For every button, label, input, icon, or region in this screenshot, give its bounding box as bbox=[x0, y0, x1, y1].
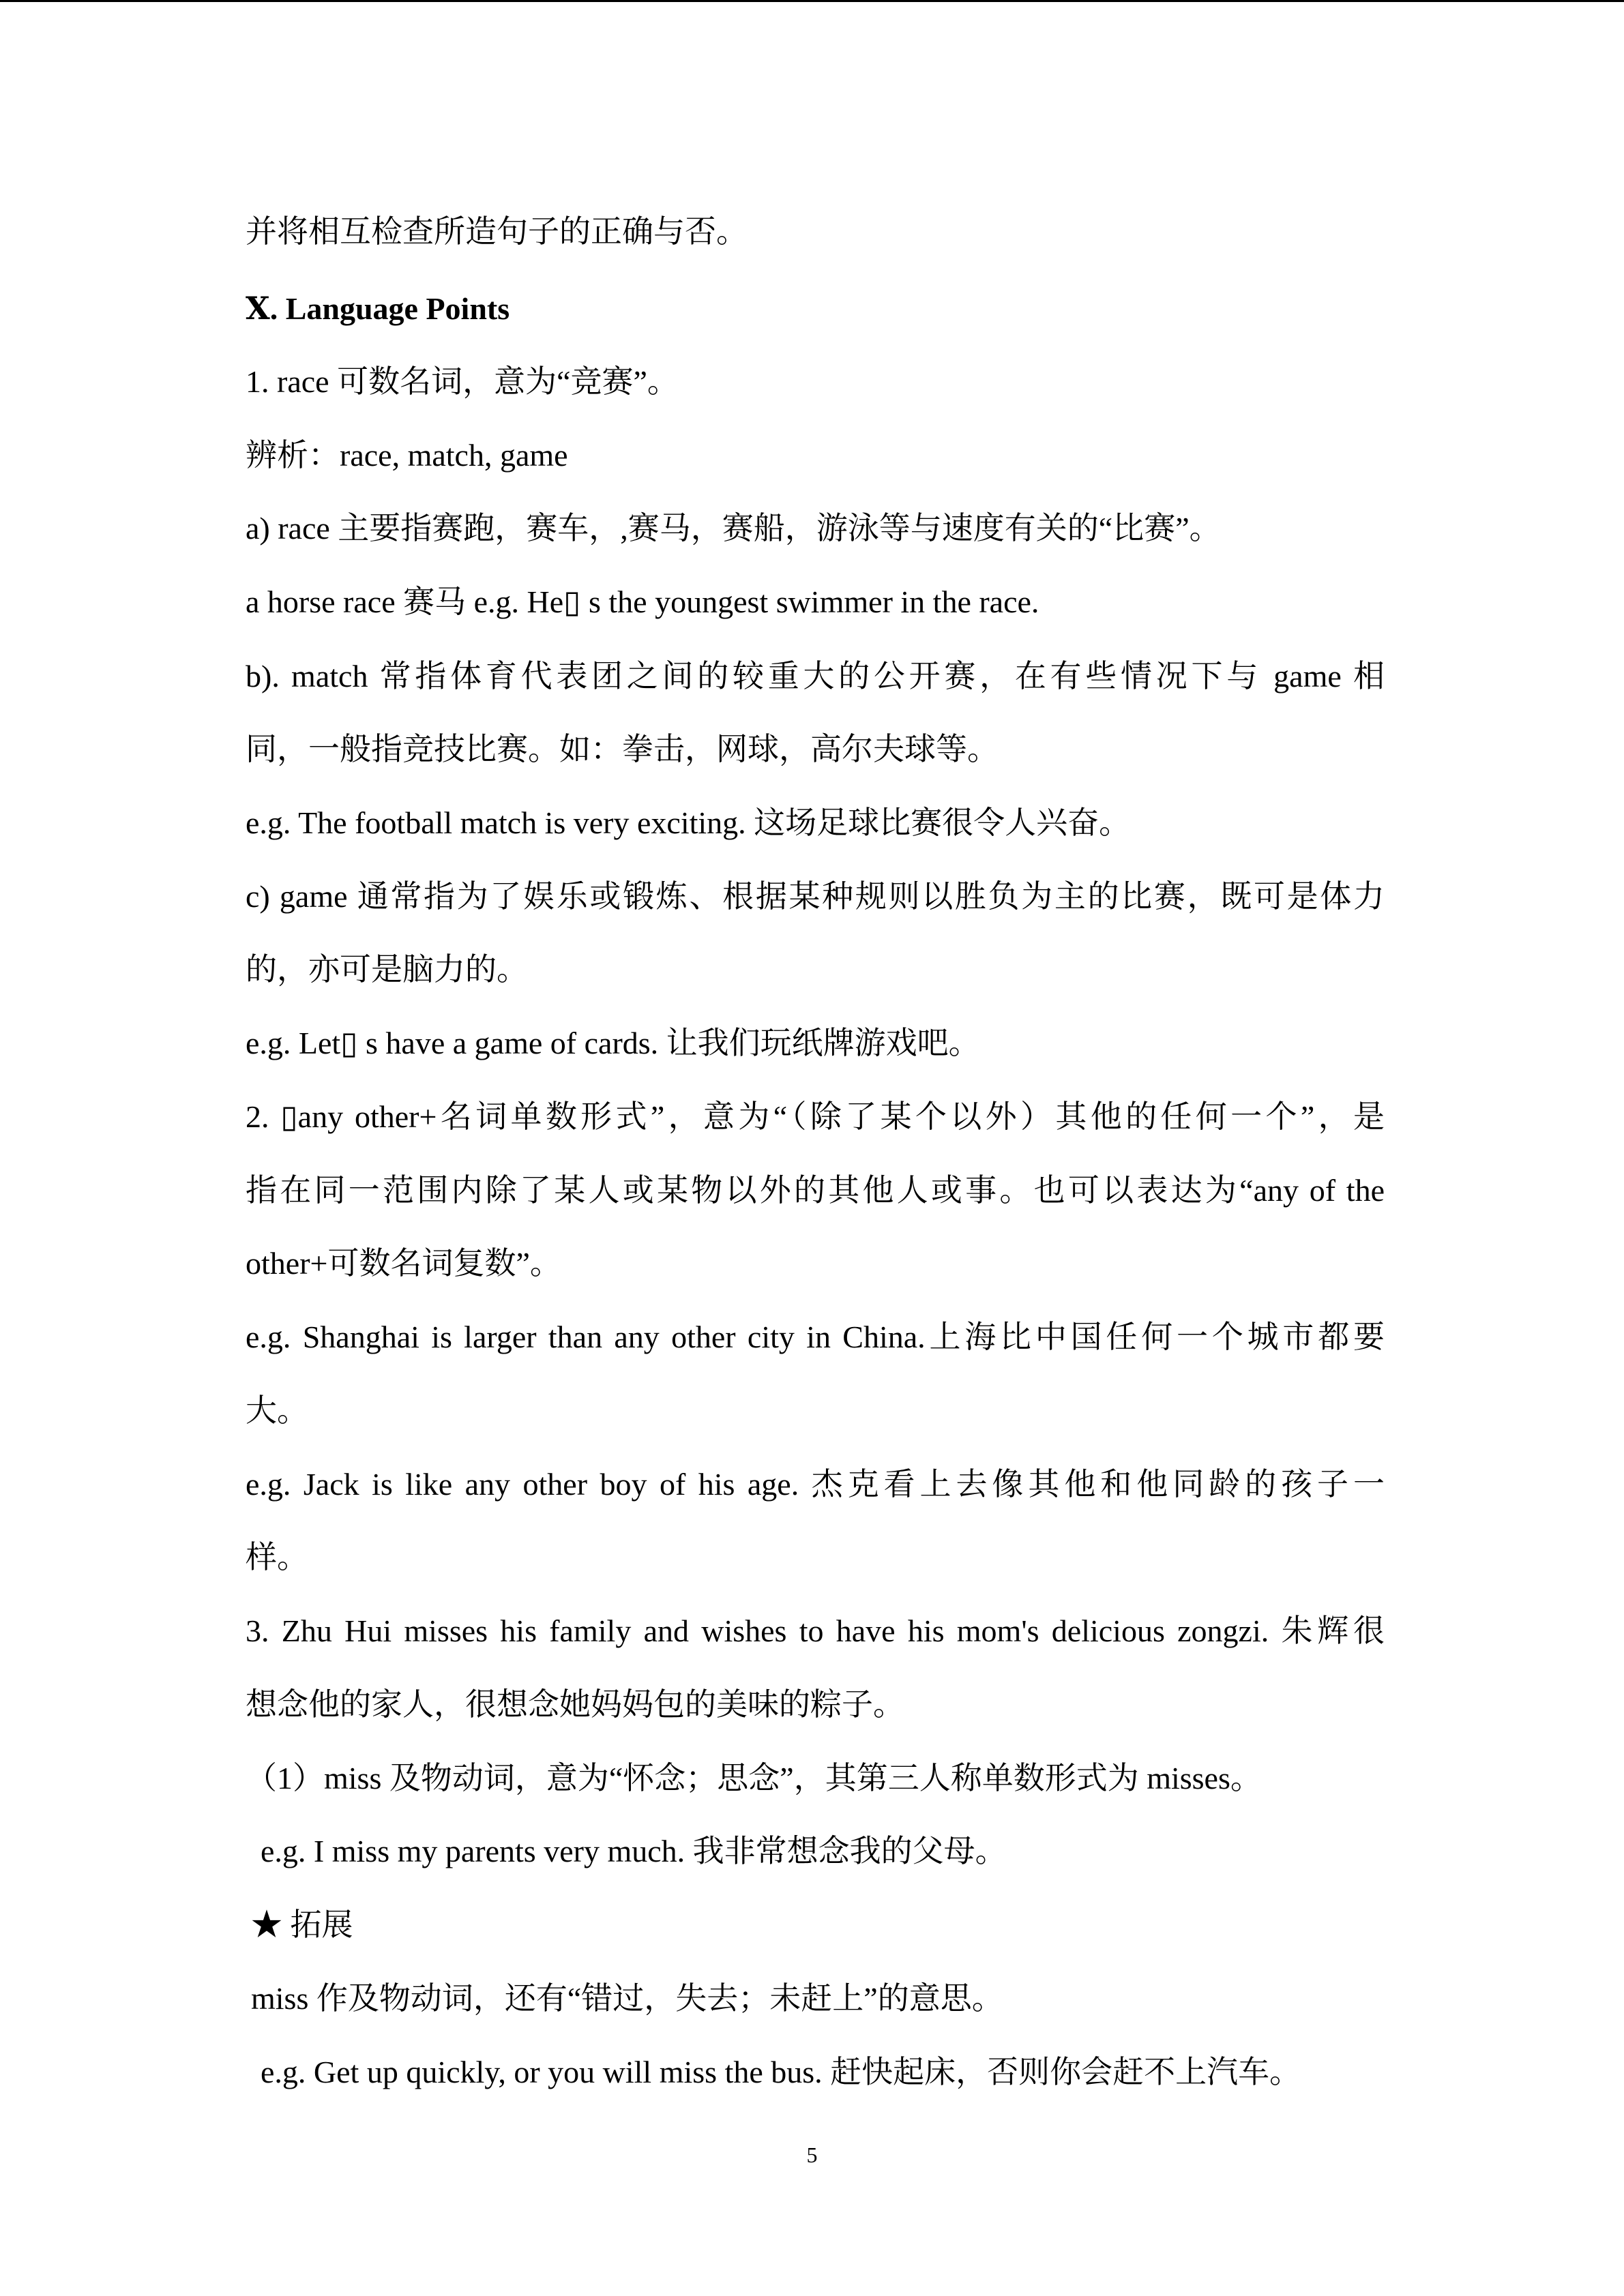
example-shanghai-continued: 大。 bbox=[246, 1393, 308, 1428]
example-shanghai: e.g. Shanghai is larger than any other city in China.上海比中国任何一个城市都要 bbox=[246, 1320, 1385, 1354]
comparison-heading: 辨析：race, match, game bbox=[246, 438, 568, 473]
point-3-translation: 想念他的家人，很想念她妈妈包的美味的粽子。 bbox=[246, 1687, 904, 1722]
example-jack-continued: 样。 bbox=[246, 1540, 308, 1575]
example-game-of-cards: e.g. Let▯ s have a game of cards. 让我们玩纸牌游戏吧。 bbox=[246, 1026, 980, 1060]
page-top-border bbox=[0, 0, 1624, 2]
sub-point-miss-definition: （1）miss 及物动词，意为“怀念；思念”，其第三人称单数形式为 misses。 bbox=[246, 1761, 1262, 1795]
point-2-any-other: 2. ▯any other+名词单数形式”，意为“（除了某个以外）其他的任何一个”，是 bbox=[246, 1099, 1385, 1134]
example-jack: e.g. Jack is like any other boy of his age. 杰克看上去像其他和他同龄的孩子一 bbox=[246, 1467, 1385, 1502]
section-heading-language-points: Ⅹ. Language Points bbox=[246, 291, 510, 326]
text-line-continuation: 并将相互检查所造句子的正确与否。 bbox=[246, 214, 748, 249]
item-c-game-continued: 的，亦可是脑力的。 bbox=[246, 952, 528, 987]
item-c-game: c) game 通常指为了娱乐或锻炼、根据某种规则以胜负为主的比赛，既可是体力 bbox=[246, 879, 1385, 914]
example-miss-bus: e.g. Get up quickly, or you will miss the bus. 赶快起床，否则你会赶不上汽车。 bbox=[261, 2055, 1301, 2089]
point-2-continued: 指在同一范围内除了某人或某物以外的其他人或事。也可以表达为“any of the bbox=[246, 1173, 1385, 1208]
extension-miss-meaning: miss 作及物动词，还有“错过，失去；未赶上”的意思。 bbox=[251, 1981, 1003, 2016]
item-b-match-continued: 同，一般指竞技比赛。如：拳击，网球，高尔夫球等。 bbox=[246, 732, 999, 766]
point-3-zhu-hui: 3. Zhu Hui misses his family and wishes to have his mom's delicious zongzi. 朱辉很 bbox=[246, 1613, 1385, 1648]
extension-heading: ★ 拓展 bbox=[251, 1907, 353, 1942]
example-football-match: e.g. The football match is very exciting. 这场足球比赛很令人兴奋。 bbox=[246, 805, 1131, 840]
point-1-race: 1. race 可数名词，意为“竞赛”。 bbox=[246, 364, 679, 399]
item-a-race: a) race 主要指赛跑，赛车，,赛马，赛船，游泳等与速度有关的“比赛”。 bbox=[246, 511, 1221, 546]
point-2-continued-end: other+可数名词复数”。 bbox=[246, 1246, 561, 1281]
example-miss-parents: e.g. I miss my parents very much. 我非常想念我的父母。 bbox=[261, 1834, 1007, 1868]
item-b-match: b). match 常指体育代表团之间的较重大的公开赛，在有些情况下与 game 相 bbox=[246, 659, 1385, 694]
page-number: 5 bbox=[806, 2143, 818, 2167]
example-horse-race: a horse race 赛马 e.g. He▯ s the youngest swimmer in the race. bbox=[246, 584, 1039, 619]
